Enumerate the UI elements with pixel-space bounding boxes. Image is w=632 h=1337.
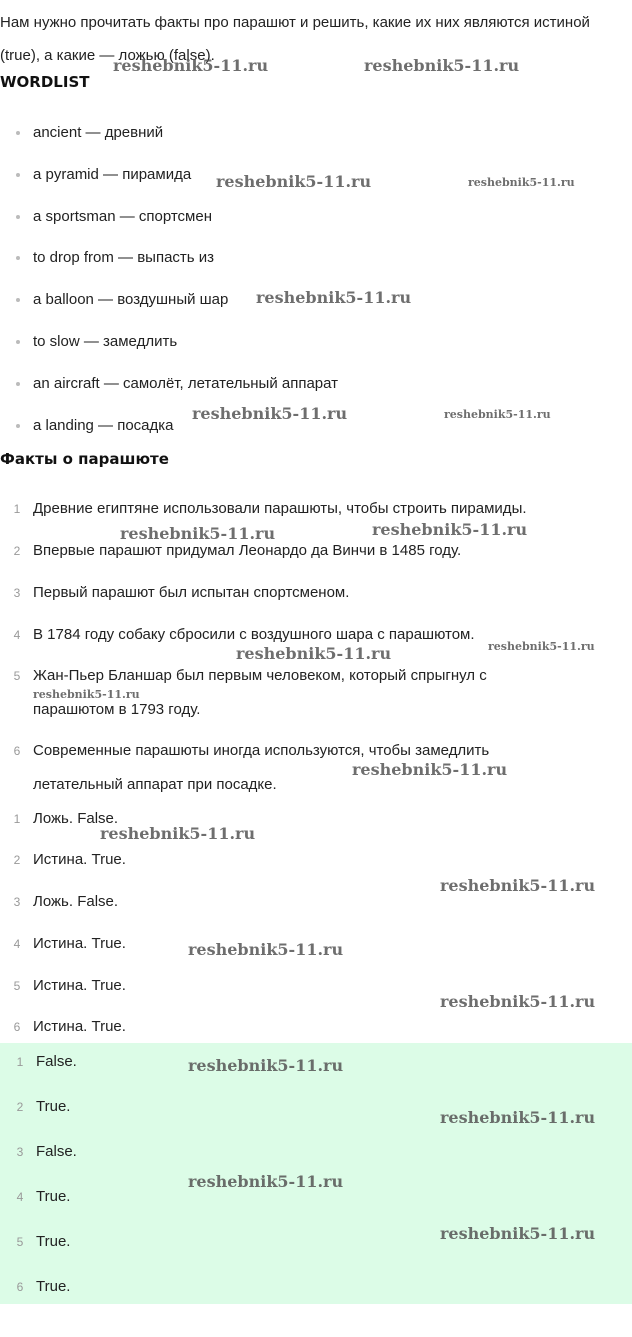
- answer-number: 2: [13, 853, 21, 867]
- fact-number: 2: [13, 544, 21, 558]
- answer-number: 2: [16, 1100, 24, 1114]
- fact-text: Современные парашюты иногда используются, чтобы замедлить летательный аппарат при посадке.: [33, 742, 490, 793]
- watermark: reshebnik5-11.ru: [444, 408, 551, 421]
- answer-text: Истина. True.: [33, 1018, 126, 1035]
- bullet-dot: [16, 424, 20, 428]
- list-item: [0, 112, 338, 154]
- answer-number: 5: [13, 979, 21, 993]
- fact-text: Первый парашют был испытан спортсменом.: [33, 584, 350, 601]
- bullet-dot: [16, 256, 20, 260]
- list-item-text: a sportsman — спортсмен: [33, 207, 212, 225]
- intro-text: Нам нужно прочитать факты про парашют и решить, какие их них являются истиной (true), а какие — ложью (false).: [0, 14, 590, 64]
- watermark: reshebnik5-11.ru: [33, 688, 140, 701]
- list-item-text: a balloon — воздушный шар: [33, 291, 229, 309]
- list-item: [0, 196, 338, 238]
- answer-text: Истина. True.: [33, 851, 126, 868]
- watermark: reshebnik5-11.ru: [113, 56, 269, 75]
- fact-number: 4: [13, 628, 21, 642]
- bullet-dot: [16, 131, 20, 135]
- watermark: reshebnik5-11.ru: [216, 172, 372, 191]
- fact-number: 6: [13, 744, 21, 758]
- list-item: [0, 321, 338, 363]
- answer-number: 6: [13, 1020, 21, 1034]
- watermark: reshebnik5-11.ru: [192, 404, 348, 423]
- bullet-dot: [16, 173, 20, 177]
- list-item-text: to drop from — выпасть из: [33, 249, 215, 267]
- watermark: reshebnik5-11.ru: [364, 56, 520, 75]
- facts-title: Факты о парашюте: [0, 450, 169, 468]
- wordlist-title: WORDLIST: [0, 73, 90, 91]
- watermark: reshebnik5-11.ru: [188, 1172, 344, 1191]
- list-item: [0, 363, 338, 405]
- watermark: reshebnik5-11.ru: [488, 640, 595, 653]
- watermark: reshebnik5-11.ru: [188, 1056, 344, 1075]
- watermark: reshebnik5-11.ru: [100, 824, 256, 843]
- list-item-text: an aircraft — самолёт, летательный аппарат: [33, 374, 339, 392]
- answer-number: 1: [13, 812, 21, 826]
- watermark: reshebnik5-11.ru: [468, 176, 575, 189]
- answer-text: Истина. True.: [33, 935, 126, 952]
- answer-text: Истина. True.: [33, 977, 126, 994]
- watermark: reshebnik5-11.ru: [440, 1108, 596, 1127]
- fact-number: 1: [13, 502, 21, 516]
- fact-number: 5: [13, 669, 21, 683]
- watermark: reshebnik5-11.ru: [440, 992, 596, 1011]
- watermark: reshebnik5-11.ru: [120, 524, 276, 543]
- fact-text: Жан-Пьер Бланшар был первым человеком, который спрыгнул с парашютом в 1793 году.: [33, 667, 487, 718]
- list-item-text: to slow — замедлить: [33, 332, 178, 350]
- answer-text: False.: [36, 1053, 77, 1070]
- bullet-dot: [16, 298, 20, 302]
- answer-text: True.: [36, 1233, 71, 1250]
- watermark: reshebnik5-11.ru: [440, 876, 596, 895]
- list-item: [0, 237, 338, 279]
- answer-text: Ложь. False.: [33, 810, 119, 827]
- watermark: reshebnik5-11.ru: [256, 288, 412, 307]
- list-item-text: a pyramid — пирамида: [33, 165, 192, 183]
- answer-number: 1: [16, 1055, 24, 1069]
- watermark: reshebnik5-11.ru: [188, 940, 344, 959]
- answer-number: 3: [16, 1145, 24, 1159]
- answer-text: True.: [36, 1188, 71, 1205]
- fact-text: Впервые парашют придумал Леонардо да Винчи в 1485 году.: [33, 542, 462, 559]
- watermark: reshebnik5-11.ru: [372, 520, 528, 539]
- answer-number: 3: [13, 895, 21, 909]
- answer-number: 4: [13, 937, 21, 951]
- answer-text: True.: [36, 1098, 71, 1115]
- watermark: reshebnik5-11.ru: [236, 644, 392, 663]
- answer-number: 6: [16, 1280, 24, 1294]
- answer-text: False.: [36, 1143, 77, 1160]
- list-item-text: ancient — древний: [33, 124, 164, 141]
- answer-text: Ложь. False.: [33, 893, 119, 910]
- watermark: reshebnik5-11.ru: [352, 760, 508, 779]
- fact-text: Древние египтяне использовали парашюты, чтобы строить пирамиды.: [33, 500, 527, 517]
- fact-number: 3: [13, 586, 21, 600]
- bullet-dot: [16, 215, 20, 219]
- fact-text: В 1784 году собаку сбросили с воздушного шара с парашютом.: [33, 626, 475, 643]
- answer-number: 5: [16, 1235, 24, 1249]
- answer-text: True.: [36, 1278, 71, 1295]
- watermark: reshebnik5-11.ru: [440, 1224, 596, 1243]
- fact-item: [0, 741, 620, 809]
- wordlist: [0, 112, 338, 446]
- list-item-text: a landing — посадка: [33, 416, 174, 434]
- bullet-dot: [16, 340, 20, 344]
- bullet-dot: [16, 382, 20, 386]
- answer-number: 4: [16, 1190, 24, 1204]
